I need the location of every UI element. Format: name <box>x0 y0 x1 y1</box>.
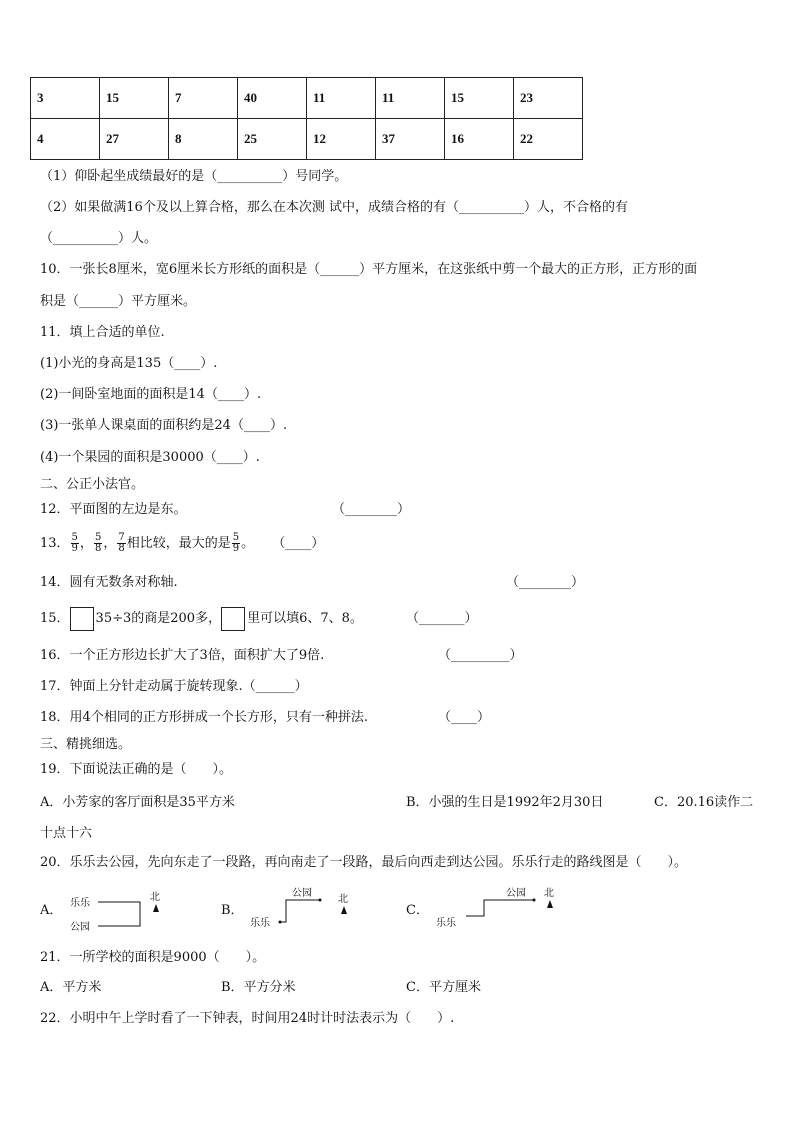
q21-option-b: B．平方分米 <box>221 980 296 995</box>
q12-text: 12．平面图的左边是东。 <box>40 502 187 517</box>
q11-item: (3)一张单人课桌面的面积约是24（____）. <box>40 418 288 433</box>
north-arrow-icon <box>341 906 347 914</box>
table-cell: 3 <box>31 78 100 119</box>
denominator: 9 <box>71 543 78 554</box>
table-cell: 40 <box>238 78 307 119</box>
q11-title: 11．填上合适的单位. <box>40 325 165 340</box>
q10-line2: 积是（______）平方厘米。 <box>40 294 197 309</box>
route-diagram-a <box>64 886 174 934</box>
q14-blank: （________） <box>506 575 585 590</box>
q9-part2: （2）如果做满16个及以上算合格，那么在本次测 试中，成绩合格的有（__________）人，不合格的有 <box>40 200 628 215</box>
section-title: 三、精挑细选。 <box>40 737 132 752</box>
denominator: 8 <box>118 543 125 554</box>
q20-label-c: C． <box>406 903 429 918</box>
answer-box[interactable] <box>221 607 245 631</box>
fraction <box>117 533 125 554</box>
table-row <box>31 78 583 119</box>
end-dot <box>319 899 322 902</box>
table-cell: 12 <box>307 119 376 160</box>
q20-label-b: B． <box>221 903 244 918</box>
table-cell: 11 <box>307 78 376 119</box>
numerator: 7 <box>118 532 125 543</box>
lele-label: 乐乐 <box>436 918 456 929</box>
table-cell: 22 <box>514 119 583 160</box>
north-arrow-icon <box>153 904 159 912</box>
table-cell: 11 <box>376 78 445 119</box>
route-diagram-b <box>246 882 361 930</box>
fraction <box>94 533 102 554</box>
lele-label: 乐乐 <box>250 918 270 929</box>
q13: 13． $\frac{5}{9}$ ， $\frac{5}{8}$ ， $\frac{7}{8}$ 相比较，最大的是 $\frac{5}{9}$ 。 （____） <box>40 532 325 554</box>
q15-mid1: 35÷3的商是200多， <box>95 611 222 626</box>
denominator: 9 <box>232 543 240 554</box>
q22-title: 22．小明中午上学时看了一下钟表，时间用24时计时法表示为（ ）. <box>40 1011 455 1026</box>
north-label: 北 <box>150 892 160 903</box>
numerator: 5 <box>94 532 102 543</box>
q13-prefix: 13． <box>40 536 70 551</box>
table-cell: 37 <box>376 119 445 160</box>
q20-title: 20．乐乐去公园，先向东走了一段路，再向南走了一段路，最后向西走到达公园。乐乐行走的路线图是（ ）。 <box>40 855 688 870</box>
q21-option-a: A．平方米 <box>40 980 102 995</box>
q15-prefix: 15． <box>40 611 70 626</box>
q19-option-c-cont: 十点十六 <box>40 826 93 841</box>
q21-title: 21．一所学校的面积是9000（ ）。 <box>40 950 266 965</box>
park-label: 公园 <box>292 888 312 899</box>
table-cell: 23 <box>514 78 583 119</box>
q9-part1: （1）仰卧起坐成绩最好的是（__________）号同学。 <box>40 169 348 184</box>
route-line <box>280 900 320 922</box>
fraction <box>232 533 240 554</box>
q15 <box>40 606 363 632</box>
route-diagram-c <box>430 882 565 930</box>
north-label: 北 <box>338 894 348 905</box>
q12-blank: （________） <box>332 502 411 517</box>
section-title: 二、公正小法官。 <box>40 477 145 492</box>
north-arrow-icon <box>547 900 553 908</box>
q9-part2-cont: （__________）人。 <box>40 231 158 246</box>
answer-box[interactable] <box>70 607 94 631</box>
table-cell: 8 <box>169 119 238 160</box>
q17-text: 17．钟面上分针走动属于旋转现象.（______） <box>40 679 308 694</box>
q21-option-c: C．平方厘米 <box>406 980 481 995</box>
score-table <box>30 77 583 160</box>
numerator: 5 <box>232 532 240 543</box>
table-cell: 4 <box>31 119 100 160</box>
table-cell: 15 <box>445 78 514 119</box>
q15-blank: （_______） <box>406 611 478 626</box>
end-dot <box>533 899 536 902</box>
q13-suffix: 。 <box>241 536 255 551</box>
q15-mid2: 里可以填6、7、8。 <box>247 611 363 626</box>
q20-label-a: A． <box>40 903 63 918</box>
q10-line1: 10．一张长8厘米，宽6厘米长方形纸的面积是（______）平方厘米，在这张纸中剪一个最大的正方形，正方形的面 <box>40 262 698 277</box>
q18-text: 18．用4个相同的正方形拼成一个长方形，只有一种拼法. <box>40 710 368 725</box>
table-cell: 7 <box>169 78 238 119</box>
park-label: 公园 <box>70 922 90 933</box>
q18-blank: （____） <box>438 710 491 725</box>
q19-title: 19．下面说法正确的是（ ）。 <box>40 762 233 777</box>
q19-option-b: B．小强的生日是1992年2月30日 <box>406 795 604 810</box>
park-label: 公园 <box>506 888 526 899</box>
start-dot <box>279 921 282 924</box>
route-line <box>466 900 534 916</box>
fraction <box>71 533 79 554</box>
q11-item: (2)一间卧室地面的面积是14（____）. <box>40 387 262 402</box>
table-cell: 27 <box>100 119 169 160</box>
table-cell: 16 <box>445 119 514 160</box>
q16-text: 16．一个正方形边长扩大了3倍，面积扩大了9倍. <box>40 648 325 663</box>
table-cell: 25 <box>238 119 307 160</box>
q19-option-a: A．小芳家的客厅面积是35平方米 <box>40 795 235 810</box>
table-row <box>31 119 583 160</box>
route-line <box>98 902 140 926</box>
q13-mid: 相比较，最大的是 <box>126 536 231 551</box>
denominator: 8 <box>94 543 102 554</box>
q19-option-c: C．20.16读作二 <box>654 795 754 810</box>
q16-blank: （_________） <box>438 648 523 663</box>
q13-blank: （____） <box>272 536 325 551</box>
q14-text: 14．圆有无数条对称轴. <box>40 575 178 590</box>
lele-label: 乐乐 <box>70 898 90 909</box>
q11-item: (4)一个果园的面积是30000（____）. <box>40 450 260 465</box>
table-cell: 15 <box>100 78 169 119</box>
q11-item: (1)小光的身高是135（____）. <box>40 356 218 371</box>
north-label: 北 <box>544 888 554 899</box>
numerator: 5 <box>71 532 78 543</box>
